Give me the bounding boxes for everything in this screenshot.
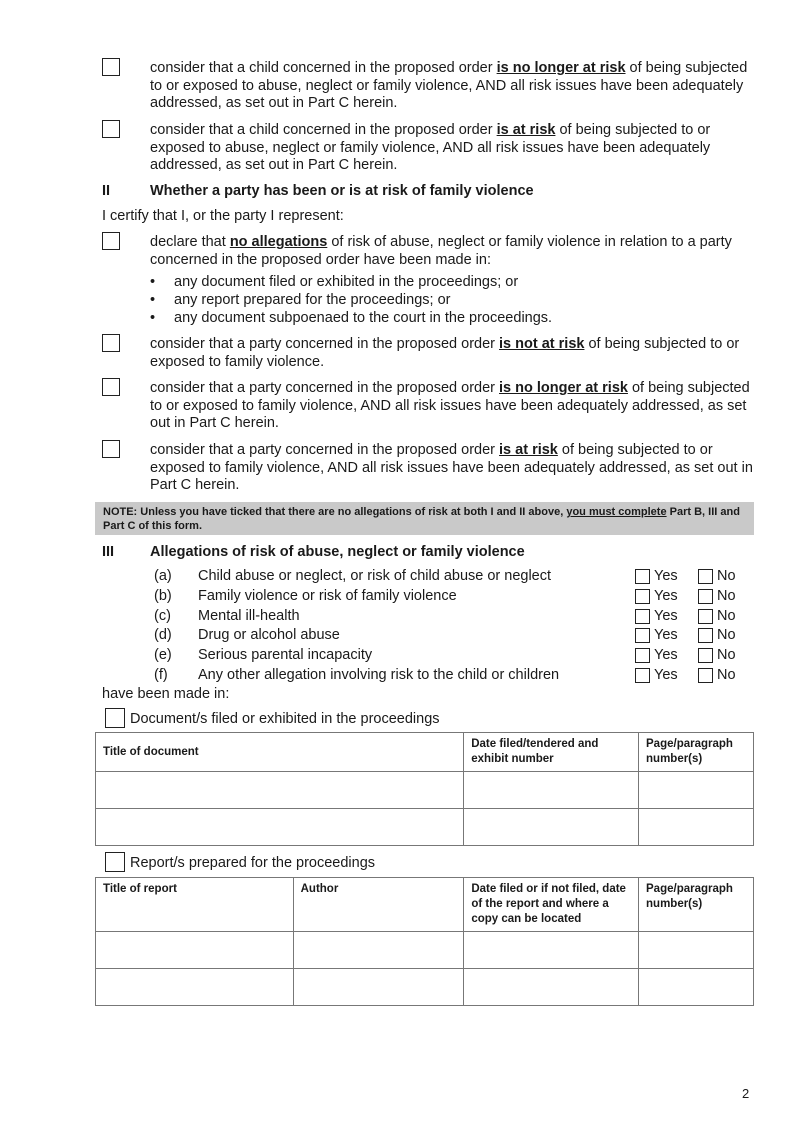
completion-note: NOTE: Unless you have ticked that there are no allegations of risk at both I and II above, you must complete Part B, III and Part C of this form. (95, 502, 754, 535)
table-cell[interactable] (464, 772, 639, 809)
bullet-glyph: • (150, 292, 156, 308)
party-at-risk-text: consider that a party concerned in the proposed order is at risk of being subjected to or exposed to family violence, AND all risk issues have been adequately addressed, as set out in Part C herein. (150, 442, 753, 493)
child-at-risk-checkbox[interactable] (102, 120, 120, 138)
documents-header-date: Date filed/tendered and exhibit number (464, 733, 639, 772)
child-at-risk-text: consider that a child concerned in the proposed order is at risk of being subjected to or exposed to abuse, neglect or family violence, AND all risk issues have been adequately addressed, as set out in Part C herein. (150, 122, 711, 173)
reports-label: Report/s prepared for the proceedings (130, 855, 376, 871)
child-no-longer-at-risk-text: consider that a child concerned in the proposed order is no longer at risk of being subjected to or exposed to abuse, neglect or family violence, AND all risk issues have been adequately addressed, as set out in Part C herein. (150, 60, 748, 111)
documents-label: Document/s filed or exhibited in the proceedings (130, 711, 440, 727)
table-cell[interactable] (293, 932, 464, 969)
table-cell[interactable] (96, 932, 294, 969)
section-iii-numeral: III (102, 544, 115, 560)
section-iii-title: Allegations of risk of abuse, neglect or family violence (150, 544, 525, 560)
allegation-d-no-checkbox[interactable] (698, 628, 713, 643)
bullet-glyph: • (150, 274, 156, 290)
table-cell[interactable] (96, 772, 464, 809)
allegation-a-no-checkbox[interactable] (698, 569, 713, 584)
allegation-e-no-checkbox[interactable] (698, 648, 713, 663)
section-ii-numeral: II (102, 183, 111, 199)
allegation-row: (f) Any other allegation involving risk to the child or children Yes No (154, 667, 736, 683)
declare-no-allegations-text: declare that no allegations of risk of abuse, neglect or family violence in relation to a party concerned in the proposed order have been made in: (150, 234, 732, 268)
declare-no-allegations-checkbox[interactable] (102, 232, 120, 250)
documents-checkbox[interactable] (105, 708, 125, 728)
table-row (96, 969, 754, 1006)
table-row (96, 809, 754, 846)
allegation-a-yes-checkbox[interactable] (635, 569, 650, 584)
bullet-glyph: • (150, 310, 156, 326)
table-cell[interactable] (293, 969, 464, 1006)
table-cell[interactable] (464, 809, 639, 846)
section-ii-title: Whether a party has been or is at risk of family violence (150, 183, 534, 199)
allegation-c-yes-checkbox[interactable] (635, 609, 650, 624)
reports-header-author: Author (293, 878, 464, 932)
page-number: 2 (742, 1086, 750, 1101)
reports-header-page: Page/paragraph number(s) (639, 878, 754, 932)
certify-statement: I certify that I, or the party I represent: (102, 208, 344, 224)
party-at-risk-checkbox[interactable] (102, 440, 120, 458)
allegation-f-no-checkbox[interactable] (698, 668, 713, 683)
table-cell[interactable] (96, 969, 294, 1006)
table-cell[interactable] (464, 969, 639, 1006)
allegation-b-yes-checkbox[interactable] (635, 589, 650, 604)
allegation-row: (b) Family violence or risk of family violence Yes No (154, 588, 736, 604)
table-row (96, 932, 754, 969)
allegation-e-yes-checkbox[interactable] (635, 648, 650, 663)
allegation-row: (a) Child abuse or neglect, or risk of child abuse or neglect Yes No (154, 568, 736, 584)
documents-header-page: Page/paragraph number(s) (639, 733, 754, 772)
reports-header-title: Title of report (96, 878, 294, 932)
reports-checkbox[interactable] (105, 852, 125, 872)
reports-table (95, 877, 754, 1006)
child-no-longer-at-risk-checkbox[interactable] (102, 58, 120, 76)
party-not-at-risk-checkbox[interactable] (102, 334, 120, 352)
allegation-d-yes-checkbox[interactable] (635, 628, 650, 643)
documents-table (95, 732, 754, 846)
table-cell[interactable] (639, 932, 754, 969)
allegation-c-no-checkbox[interactable] (698, 609, 713, 624)
allegation-row: (e) Serious parental incapacity Yes No (154, 647, 736, 663)
table-cell[interactable] (96, 809, 464, 846)
documents-header-title: Title of document (96, 733, 464, 772)
allegation-row: (d) Drug or alcohol abuse Yes No (154, 627, 736, 643)
allegation-f-yes-checkbox[interactable] (635, 668, 650, 683)
party-not-at-risk-text: consider that a party concerned in the proposed order is not at risk of being subjected to or exposed to family violence. (150, 336, 740, 370)
table-cell[interactable] (639, 809, 754, 846)
allegation-b-no-checkbox[interactable] (698, 589, 713, 604)
table-row (96, 772, 754, 809)
party-no-longer-at-risk-text: consider that a party concerned in the proposed order is no longer at risk of being subjected to or exposed to family violence, AND all risk issues have been adequately addressed, as set out in Part C herein. (150, 380, 750, 431)
table-cell[interactable] (639, 772, 754, 809)
reports-header-date: Date filed or if not filed, date of the report and where a copy can be located (464, 878, 639, 932)
made-in-label: have been made in: (102, 686, 230, 702)
table-cell[interactable] (464, 932, 639, 969)
party-no-longer-at-risk-checkbox[interactable] (102, 378, 120, 396)
table-cell[interactable] (639, 969, 754, 1006)
allegation-row: (c) Mental ill-health Yes No (154, 608, 736, 624)
